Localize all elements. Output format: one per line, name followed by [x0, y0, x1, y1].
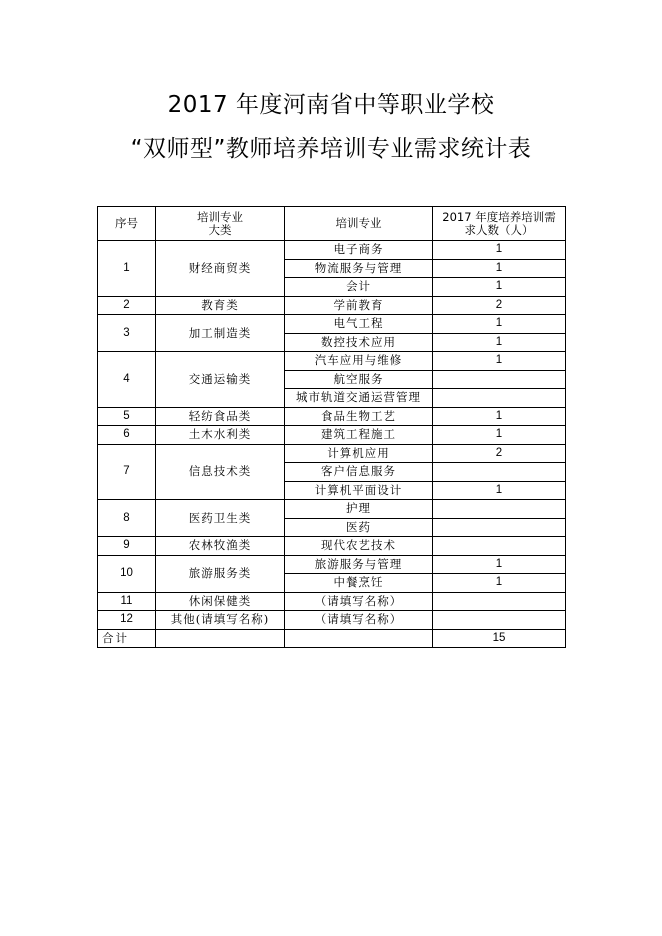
row-major: 现代农艺技术: [285, 537, 433, 556]
row-category: 加工制造类: [156, 315, 285, 352]
row-major: 会计: [285, 278, 433, 297]
header-category: [156, 207, 285, 241]
total-label: 合计: [98, 629, 156, 648]
row-count: 2: [433, 444, 566, 463]
row-seq: 2: [98, 296, 156, 315]
row-seq: 11: [98, 592, 156, 611]
row-major: 城市轨道交通运营管理: [285, 389, 433, 408]
table-row: [98, 555, 566, 574]
row-major: 旅游服务与管理: [285, 555, 433, 574]
row-category: 休闲保健类: [156, 592, 285, 611]
row-count: 1: [433, 555, 566, 574]
row-major: 客户信息服务: [285, 463, 433, 482]
row-category: 土木水利类: [156, 426, 285, 445]
table-row: [98, 426, 566, 445]
header-category-text: 培训专业 大类: [197, 209, 243, 237]
row-seq: 10: [98, 555, 156, 592]
row-major: 建筑工程施工: [285, 426, 433, 445]
row-major: 计算机应用: [285, 444, 433, 463]
row-seq: 12: [98, 611, 156, 630]
table-row: [98, 444, 566, 463]
row-major: （请填写名称）: [285, 592, 433, 611]
row-major: 护理: [285, 500, 433, 519]
row-seq: 7: [98, 444, 156, 500]
row-seq: 6: [98, 426, 156, 445]
row-category: 旅游服务类: [156, 555, 285, 592]
row-count: 1: [433, 315, 566, 334]
row-count: 2: [433, 296, 566, 315]
row-count: 1: [433, 333, 566, 352]
row-category: 其他(请填写名称): [156, 611, 285, 630]
table-row: [98, 315, 566, 334]
row-major: 计算机平面设计: [285, 481, 433, 500]
header-demand: 2017 年度培养培训需求人数（人）: [433, 207, 566, 241]
row-count: [433, 389, 566, 408]
table-row: [98, 592, 566, 611]
row-count: [433, 611, 566, 630]
row-major: 食品生物工艺: [285, 407, 433, 426]
row-count: 1: [433, 407, 566, 426]
table-row: [98, 537, 566, 556]
row-major: 中餐烹饪: [285, 574, 433, 593]
row-major: 数控技术应用: [285, 333, 433, 352]
row-major: 汽车应用与维修: [285, 352, 433, 371]
header-row: [98, 207, 566, 241]
row-major: 医药: [285, 518, 433, 537]
row-count: [433, 537, 566, 556]
row-category: 医药卫生类: [156, 500, 285, 537]
row-count: 1: [433, 352, 566, 371]
row-count: 1: [433, 481, 566, 500]
row-count: 1: [433, 259, 566, 278]
row-seq: 8: [98, 500, 156, 537]
total-row: [98, 629, 566, 648]
row-major: 航空服务: [285, 370, 433, 389]
row-category: 财经商贸类: [156, 241, 285, 297]
total-count: 15: [433, 629, 566, 648]
statistics-table: [97, 206, 566, 648]
row-seq: 4: [98, 352, 156, 408]
row-major: 物流服务与管理: [285, 259, 433, 278]
row-seq: 5: [98, 407, 156, 426]
row-major: （请填写名称）: [285, 611, 433, 630]
title-line-2: “双师型”教师培养培训专业需求统计表: [130, 136, 532, 162]
row-seq: 3: [98, 315, 156, 352]
total-empty-cell: [156, 629, 285, 648]
row-count: [433, 500, 566, 519]
table-row: [98, 611, 566, 630]
row-major: 学前教育: [285, 296, 433, 315]
header-major: 培训专业: [285, 207, 433, 241]
table-row: [98, 407, 566, 426]
row-category: 交通运输类: [156, 352, 285, 408]
row-count: [433, 370, 566, 389]
row-count: [433, 518, 566, 537]
row-seq: 1: [98, 241, 156, 297]
row-count: 1: [433, 241, 566, 260]
row-count: [433, 592, 566, 611]
row-count: 1: [433, 574, 566, 593]
table-row: [98, 296, 566, 315]
total-empty-cell: [285, 629, 433, 648]
row-category: 信息技术类: [156, 444, 285, 500]
table-row: [98, 500, 566, 519]
row-count: 1: [433, 278, 566, 297]
row-count: 1: [433, 426, 566, 445]
row-category: 教育类: [156, 296, 285, 315]
table-body: [98, 241, 566, 648]
row-major: 电子商务: [285, 241, 433, 260]
row-major: 电气工程: [285, 315, 433, 334]
row-seq: 9: [98, 537, 156, 556]
row-category: 轻纺食品类: [156, 407, 285, 426]
title-line-1: 2017 年度河南省中等职业学校: [167, 92, 495, 118]
table-row: [98, 352, 566, 371]
row-count: [433, 463, 566, 482]
table-row: [98, 241, 566, 260]
header-seq: 序号: [98, 207, 156, 241]
row-category: 农林牧渔类: [156, 537, 285, 556]
